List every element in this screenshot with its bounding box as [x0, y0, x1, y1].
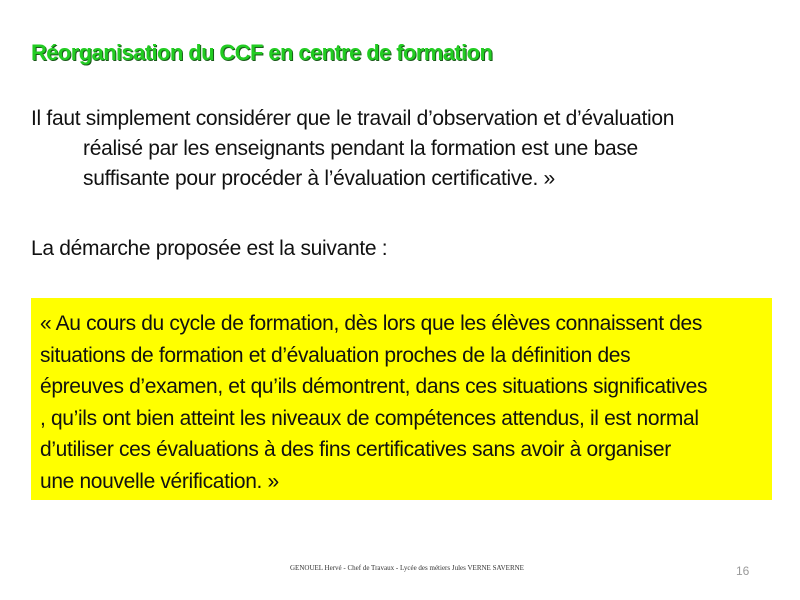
quote-line: épreuves d’examen, et qu’ils démontrent, dans ces situations significatives — [40, 375, 708, 399]
quote-line: d’utiliser ces évaluations à des fins certificatives sans avoir à organiser — [40, 438, 671, 462]
quote-line: « Au cours du cycle de formation, dès lors que les élèves connaissent des — [40, 312, 703, 335]
intro-line: réalisé par les enseignants pendant la formation est une base — [83, 137, 638, 160]
intro-line: Il faut simplement considérer que le travail d’observation et d’évaluation — [31, 107, 675, 130]
approach-paragraph: La démarche proposée est la suivante : — [31, 237, 388, 260]
intro-paragraph — [31, 104, 771, 194]
quote-line: , qu’ils ont bien atteint les niveaux de compétences attendus, il est normal — [40, 406, 699, 430]
slide-title: Réorganisation du CCF en centre de formation — [31, 40, 493, 65]
page-number: 16 — [736, 564, 750, 578]
highlighted-quote-box — [31, 298, 772, 500]
quote-line: une nouvelle vérification. » — [40, 469, 279, 493]
footer-credit: GENOUEL Hervé - Chef de Travaux - Lycée des métiers Jules VERNE SAVERNE — [290, 564, 524, 572]
intro-line: suffisante pour procéder à l’évaluation certificative. » — [83, 167, 555, 190]
quote-line: situations de formation et d’évaluation proches de la définition des — [40, 343, 631, 367]
